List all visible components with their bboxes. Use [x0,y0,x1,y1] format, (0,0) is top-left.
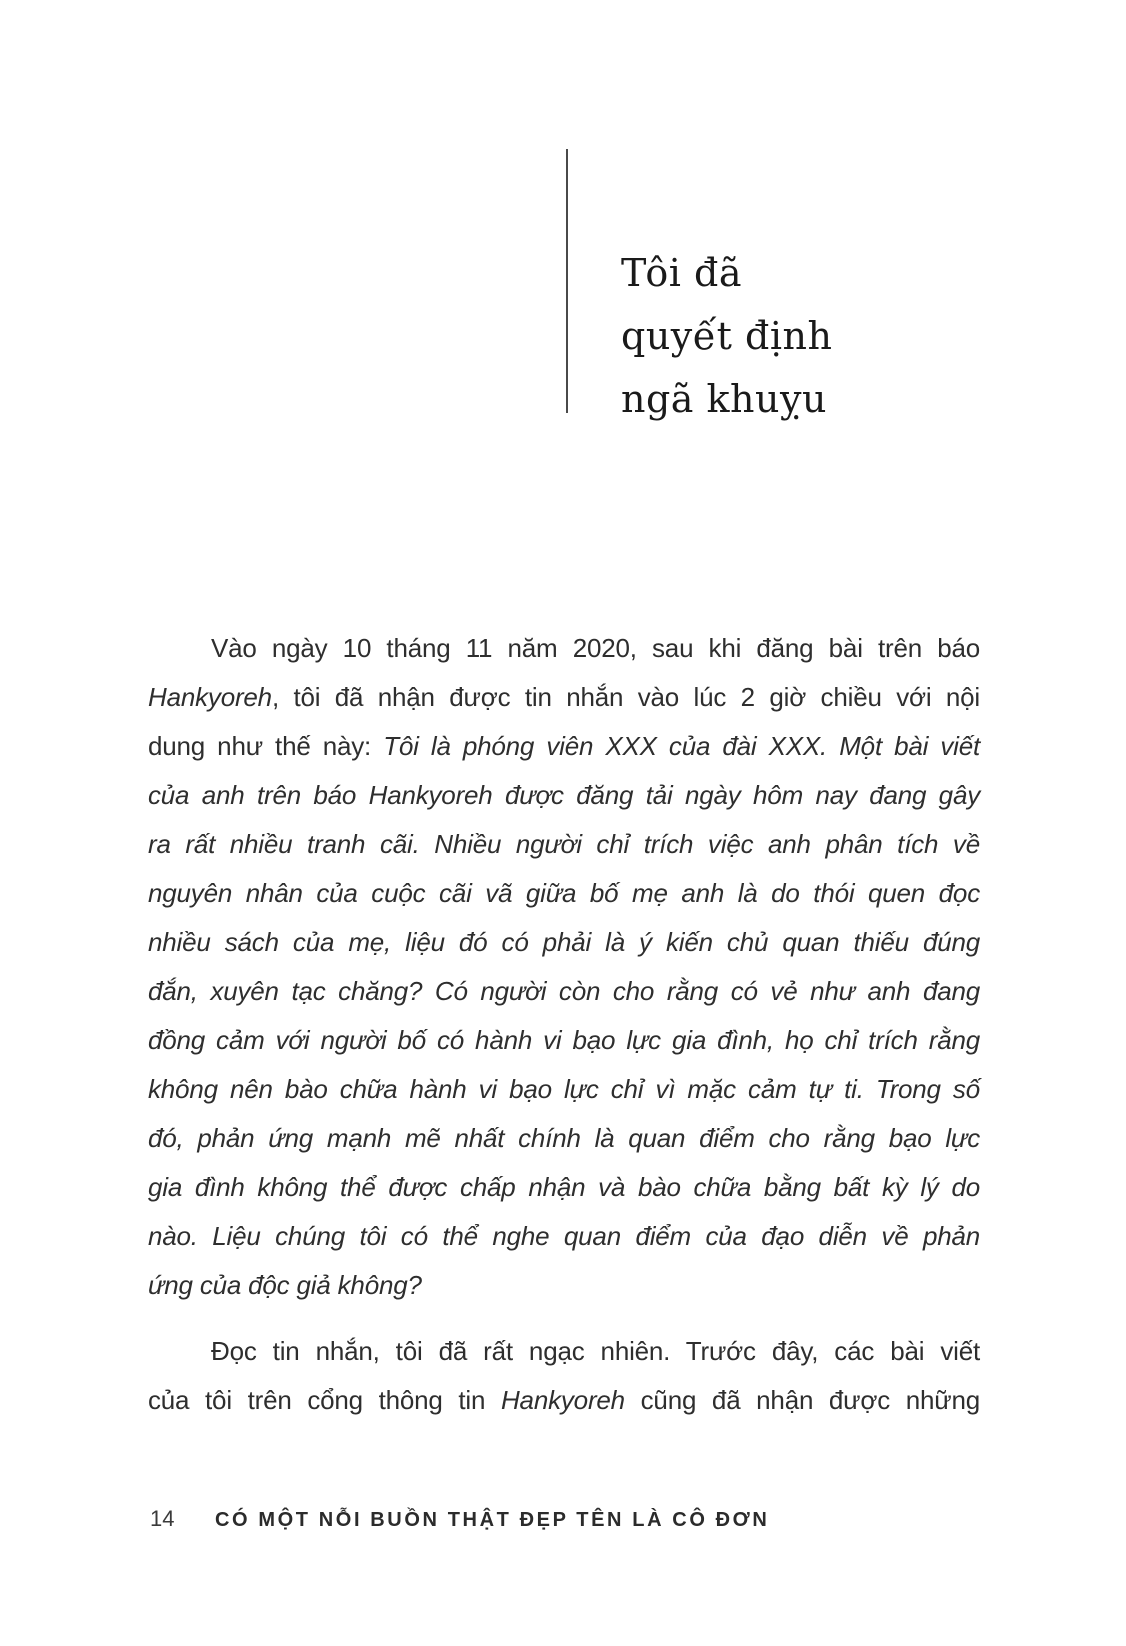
paragraph [148,1327,980,1425]
text-run: Hankyoreh [500,1385,625,1415]
text-run: của anh trên báo Hankyoreh được đăng tải ngày hôm nay đang gây [148,780,980,810]
chapter-title [621,242,832,431]
text-run: dung như thế này: [148,731,384,761]
text-line [148,820,980,869]
text-run: của tôi trên cổng thông tin [148,1385,501,1415]
text-run: ứng của độc giả không? [148,1270,422,1300]
text-line [148,1016,980,1065]
text-line [148,1327,980,1376]
text-run: Vào ngày 10 tháng 11 năm 2020, sau khi đăng bài trên báo [211,633,980,663]
text-line [148,771,980,820]
chapter-title-line-1: Tôi đã [621,251,742,295]
text-run: ra rất nhiều tranh cãi. Nhiều người chỉ trích việc anh phân tích về [148,829,980,859]
text-run: Đọc tin nhắn, tôi đã rất ngạc nhiên. Trước đây, các bài viết [211,1336,980,1366]
text-line [148,967,980,1016]
page-footer [150,1506,769,1532]
text-run: đồng cảm với người bố có hành vi bạo lực gia đình, họ chỉ trích rằng [148,1025,980,1055]
text-line [148,1163,980,1212]
text-line [148,673,980,722]
text-run: Hankyoreh [148,682,272,712]
text-line [148,1376,980,1425]
running-title: CÓ MỘT NỖI BUỒN THẬT ĐẸP TÊN LÀ CÔ ĐƠN [215,1509,770,1531]
text-run: đắn, xuyên tạc chăng? Có người còn cho rằng có vẻ như anh đang [148,976,980,1006]
text-line [148,918,980,967]
body-text [148,624,980,1425]
text-run: đó, phản ứng mạnh mẽ nhất chính là quan điểm cho rằng bạo lực [148,1123,980,1153]
text-run: nào. Liệu chúng tôi có thể nghe quan điểm của đạo diễn về phản [148,1221,980,1251]
chapter-title-rule [566,149,568,413]
chapter-title-line-2: quyết định [621,314,833,358]
text-run: gia đình không thể được chấp nhận và bào chữa bằng bất kỳ lý do [148,1172,980,1202]
page-number: 14 [150,1506,175,1531]
text-run: cũng đã nhận được những [624,1385,980,1415]
text-run: , tôi đã nhận được tin nhắn vào lúc 2 giờ chiều với nội [271,682,980,712]
text-line [148,1065,980,1114]
text-line [148,1114,980,1163]
text-line [148,869,980,918]
text-line [148,722,980,771]
text-run: nguyên nhân của cuộc cãi vã giữa bố mẹ anh là do thói quen đọc [148,878,980,908]
paragraph [148,624,980,1310]
text-line [148,1212,980,1261]
text-run: nhiều sách của mẹ, liệu đó có phải là ý kiến chủ quan thiếu đúng [148,927,980,957]
text-line [148,624,980,673]
text-line [148,1261,980,1310]
text-run: không nên bào chữa hành vi bạo lực chỉ vì mặc cảm tự ti. Trong số [148,1074,980,1104]
chapter-title-line-3: ngã khuỵu [621,377,827,421]
text-run: Tôi là phóng viên XXX của đài XXX. Một bài viết [383,731,981,761]
